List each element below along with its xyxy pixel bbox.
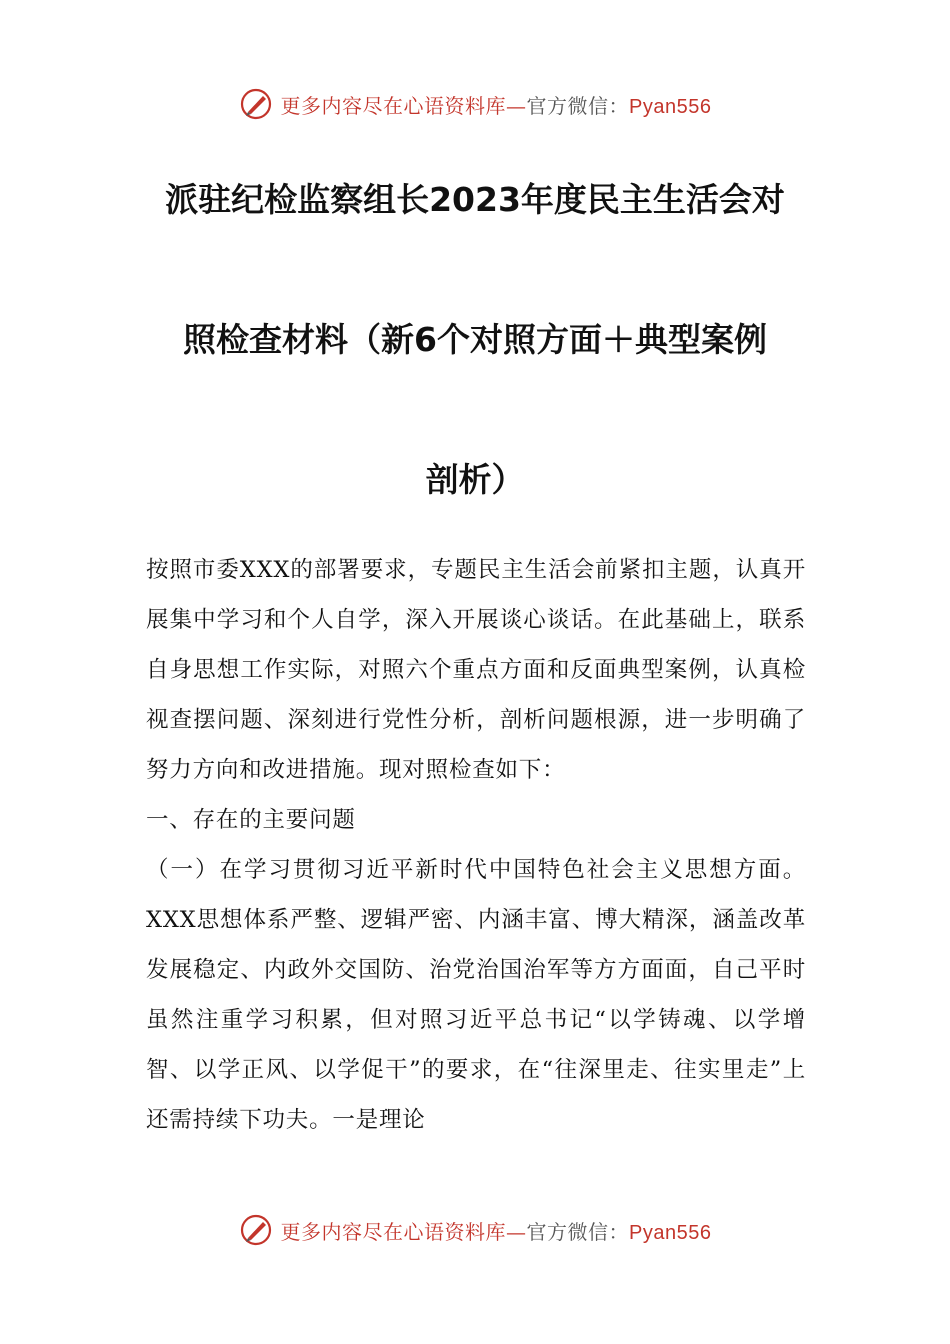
section-heading: 一、存在的主要问题 <box>146 807 356 833</box>
watermark-banner-top <box>0 84 950 124</box>
section-paragraph: （一）在学习贯彻习近平新时代中国特色社会主义思想方面。XXX思想体系严整、逻辑严密、内涵丰富、博大精深，涵盖改革发展稳定、内政外交国防、治党治国治军等方方面面，自己平时虽然注重学习积累，但对照习近平总书记“以学铸魂、以学增智、以学正风、以学促干”的要求，在“往深里走、往实里走”上还需持续下功夫。一是理论 <box>146 857 806 1133</box>
watermark-text: 更多内容尽在心语资料库—官方微信：Pyan556 <box>280 93 712 118</box>
title-line-3: 剖析） <box>425 460 525 499</box>
watermark-banner-bottom <box>0 1210 950 1250</box>
title-line-1: 派驻纪检监察组长2023年度民主生活会对 <box>165 180 785 219</box>
pen-logo-icon <box>239 87 273 121</box>
document-title <box>120 165 830 515</box>
document-body <box>146 545 806 1145</box>
pen-logo-icon <box>239 1213 273 1247</box>
watermark-text: 更多内容尽在心语资料库—官方微信：Pyan556 <box>280 1219 712 1244</box>
title-line-2: 照检查材料（新6个对照方面＋典型案例 <box>183 320 767 359</box>
intro-paragraph: 按照市委XXX的部署要求，专题民主生活会前紧扣主题，认真开展集中学习和个人自学，深入开展谈心谈话。在此基础上，联系自身思想工作实际，对照六个重点方面和反面典型案例，认真检视查摆问题、深刻进行党性分析，剖析问题根源，进一步明确了努力方向和改进措施。现对照检查如下： <box>146 557 806 783</box>
